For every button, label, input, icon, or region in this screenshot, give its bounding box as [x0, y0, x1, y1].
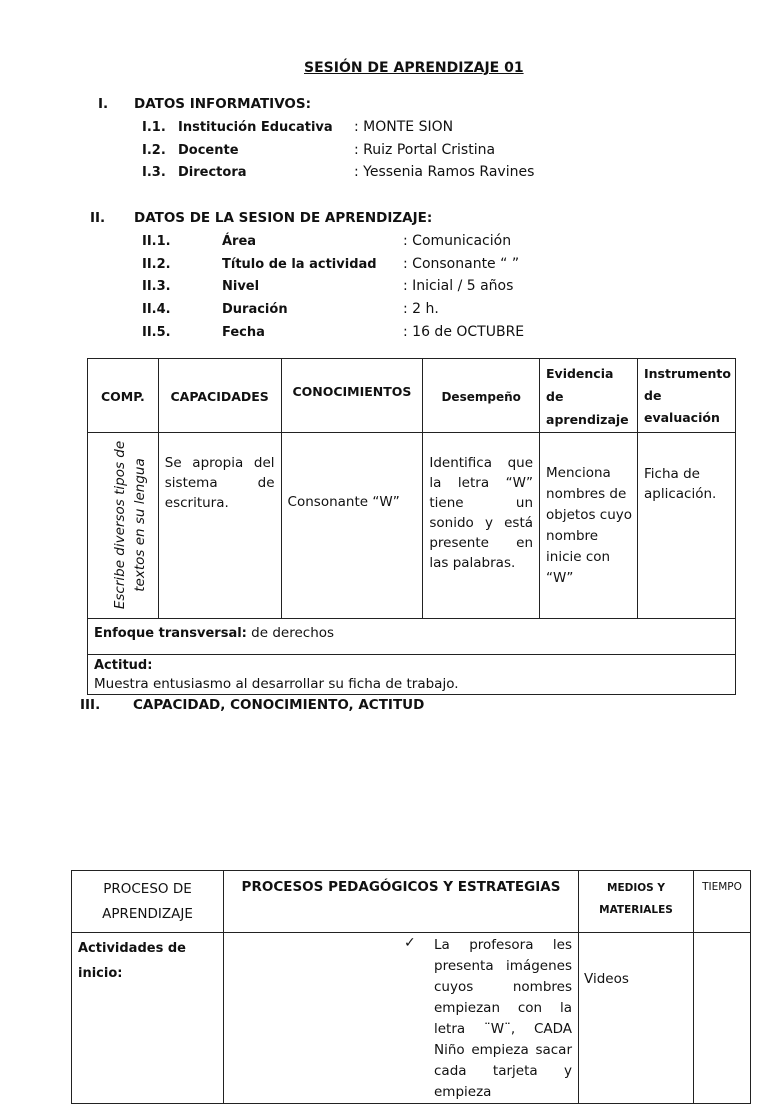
- item-label: Nivel: [222, 279, 260, 294]
- item-value: : Comunicación: [403, 233, 512, 249]
- capacidades-cell: [158, 433, 281, 619]
- section-3-number: III.: [80, 697, 101, 713]
- item-number: II.2.: [142, 257, 171, 272]
- header-evidencia: Evidencia de aprendizaje: [546, 366, 629, 427]
- actitud-value: Muestra entusiasmo al desarrollar su ficha de trabajo.: [94, 676, 459, 692]
- item-label: Fecha: [222, 325, 265, 340]
- header-cell: [158, 359, 281, 433]
- header-tiempo: TIEMPO: [702, 881, 742, 893]
- check-icon: ✓: [404, 935, 416, 951]
- enfoque-value: de derechos: [246, 625, 335, 641]
- conocimientos-cell: [281, 433, 423, 619]
- section-2-number: II.: [90, 210, 106, 226]
- header-cell: [88, 359, 159, 433]
- header-comp: COMP.: [100, 389, 145, 404]
- item-value: : Yessenia Ramos Ravines: [354, 164, 535, 180]
- header-conocimientos: CONOCIMIENTOS: [292, 384, 412, 399]
- desempeno-text: Identifica que la letra “W” tiene un sonido y está presente en las palabras.: [429, 455, 534, 571]
- evidencia-text: Menciona nombres de objetos cuyo nombre inicie con “W”: [546, 465, 633, 586]
- evidencia-cell: [540, 433, 638, 619]
- section-3-heading: CAPACIDAD, CONOCIMIENTO, ACTITUD: [133, 697, 425, 713]
- item-number: II.5.: [142, 325, 171, 340]
- section-1-heading: DATOS INFORMATIVOS:: [134, 96, 312, 112]
- actitud-label: Actitud:: [94, 658, 153, 673]
- proceso-cell: [72, 933, 224, 1104]
- item-value: : Ruiz Portal Cristina: [354, 142, 496, 158]
- enfoque-cell: [88, 619, 736, 655]
- estrategia-cell: [224, 933, 579, 1104]
- header-cell: [423, 359, 540, 433]
- document-title: SESIÓN DE APRENDIZAJE 01: [304, 60, 524, 76]
- section-2-heading: DATOS DE LA SESION DE APRENDIZAJE:: [134, 210, 433, 226]
- instrumento-cell: [638, 433, 736, 619]
- tiempo-cell: [694, 933, 751, 1104]
- competencies-table: [87, 358, 736, 695]
- item-value: : Consonante “ ”: [403, 256, 520, 272]
- header-procesos-pedagogicos: PROCESOS PEDAGÓGICOS Y ESTRATEGIAS: [241, 879, 561, 895]
- comp-rotated-text: Escribe diversos tipos de textos en su lengua: [112, 440, 148, 610]
- header-cell: [579, 871, 694, 933]
- header-cell: [72, 871, 224, 933]
- header-cell: [281, 359, 423, 433]
- comp-rotated-wrapper: [102, 432, 158, 618]
- header-desempeno: Desempeño: [441, 390, 521, 404]
- section-1-number: I.: [98, 96, 109, 112]
- header-cell: [224, 871, 579, 933]
- medios-cell: [579, 933, 694, 1104]
- medios-text: Videos: [584, 971, 629, 987]
- header-medios: MEDIOS Y MATERIALES: [599, 882, 673, 916]
- conocimientos-text: Consonante “W”: [287, 494, 400, 510]
- item-value: : 16 de OCTUBRE: [403, 324, 525, 340]
- item-number: I.2.: [142, 143, 166, 158]
- item-label: Directora: [178, 165, 247, 180]
- item-label: Docente: [178, 143, 239, 158]
- item-label: Institución Educativa: [178, 120, 333, 135]
- item-value: : Inicial / 5 años: [403, 278, 514, 294]
- header-cell: [694, 871, 751, 933]
- desempeno-cell: [423, 433, 540, 619]
- item-number: II.3.: [142, 279, 171, 294]
- instrumento-text: Ficha de aplicación.: [644, 466, 717, 502]
- item-label: Duración: [222, 302, 288, 317]
- header-proceso: PROCESO DE APRENDIZAJE: [102, 881, 193, 922]
- item-number: I.1.: [142, 120, 166, 135]
- item-value: : MONTE SION: [354, 119, 454, 135]
- header-capacidades: CAPACIDADES: [170, 389, 269, 404]
- estrategia-text: La profesora les presenta imágenes cuyos nombres empiezan con la letra ¨W¨, CADA Niño empieza sacar cada tarjeta y empieza: [434, 937, 572, 1100]
- header-instrumento: Instrumento de evaluación: [644, 366, 731, 425]
- enfoque-label: Enfoque transversal:: [94, 626, 247, 641]
- actitud-cell: [88, 655, 736, 695]
- item-number: II.4.: [142, 302, 171, 317]
- item-number: II.1.: [142, 234, 171, 249]
- item-value: : 2 h.: [403, 301, 439, 317]
- item-label: Título de la actividad: [222, 257, 377, 272]
- item-number: I.3.: [142, 165, 166, 180]
- header-cell: [638, 359, 736, 433]
- process-table: [71, 870, 751, 1104]
- capacidades-text: Se apropia del sistema de escritura.: [164, 455, 275, 511]
- proceso-inicio: Actividades de inicio:: [78, 941, 186, 981]
- header-cell: [540, 359, 638, 433]
- item-label: Área: [222, 234, 257, 249]
